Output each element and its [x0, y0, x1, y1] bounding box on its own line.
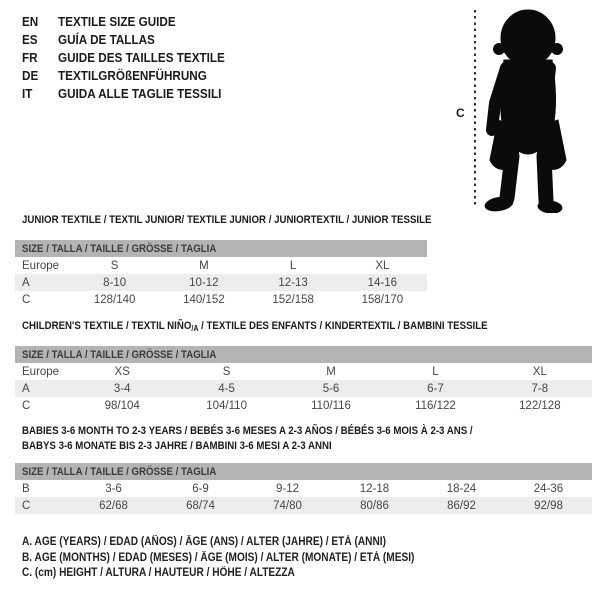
- legend-line-c: [22, 566, 468, 582]
- junior-size-table: [15, 240, 427, 308]
- height-cell: 110/116: [311, 399, 351, 412]
- lang-code: DE: [22, 68, 39, 83]
- size-header-bar: [15, 346, 592, 363]
- height-cell: 74/80: [273, 499, 302, 512]
- lang-code: FR: [22, 50, 38, 65]
- age-cell: 12-13: [278, 276, 308, 289]
- table-row-europe: [15, 363, 592, 380]
- age-cell: 4-5: [218, 382, 235, 395]
- row-label: C: [22, 499, 31, 512]
- height-cell: 158/170: [361, 293, 404, 306]
- height-cell: 98/104: [104, 399, 140, 412]
- size-cell: XS: [114, 365, 130, 378]
- row-label: A: [22, 382, 30, 395]
- title-pre: CHILDREN'S TEXTILE / TEXTIL NIÑO: [22, 320, 192, 332]
- lang-row-de: [22, 67, 225, 85]
- legend-line-b: [22, 551, 468, 567]
- height-cell: 122/128: [519, 399, 561, 412]
- baby-toddler-silhouette-icon: [480, 8, 580, 213]
- height-cell: 128/140: [93, 293, 136, 306]
- age-cell: 7-8: [531, 382, 549, 395]
- lang-code: IT: [22, 86, 33, 101]
- table-row-c: [15, 497, 592, 514]
- table-row-a: [15, 274, 427, 291]
- size-cell: XL: [532, 365, 547, 378]
- title-sub: /A: [191, 324, 199, 333]
- age-cell: 14-16: [367, 276, 398, 289]
- size-header-bar: [15, 463, 592, 480]
- height-cell: 80/86: [360, 499, 389, 512]
- size-header-text: SIZE / TALLA / TAILLE / GRÖSSE / TAGLIA: [22, 242, 217, 255]
- junior-table-title-text: JUNIOR TEXTILE / TEXTIL JUNIOR/ TEXTILE JUNIOR / JUNIORTEXTIL / JUNIOR TESSILE: [22, 214, 432, 226]
- lang-label: GUIDA ALLE TAGLIE TESSILI: [58, 86, 222, 101]
- children-table-title: [22, 319, 551, 336]
- babies-title-line1: BABIES 3-6 MONTH TO 2-3 YEARS / BEBÉS 3-6 MESES A 2-3 AÑOS / BÉBÉS 3-6 MOIS À 2-3 ANS /: [22, 425, 473, 437]
- age-cell: 3-4: [113, 382, 131, 395]
- height-cell: 116/122: [415, 399, 456, 412]
- table-row-europe: [15, 257, 427, 274]
- age-cell: 10-12: [189, 276, 219, 289]
- age-cell: 5-6: [322, 382, 340, 395]
- age-cell: 12-18: [359, 482, 390, 495]
- legend-b-text: B. AGE (MONTHS) / EDAD (MESES) / ÂGE (MOIS) / ALTER (MONATE) / ETÀ (MESI): [22, 551, 415, 564]
- lang-code: ES: [22, 32, 38, 47]
- height-measure-dotted-line: [474, 10, 476, 208]
- size-cell: L: [289, 259, 297, 272]
- measurement-legend: [22, 535, 468, 582]
- height-cell: 68/74: [186, 499, 215, 512]
- size-header-bar: [15, 240, 427, 257]
- age-cell: 6-7: [427, 382, 444, 395]
- children-table-title-text: [22, 319, 488, 336]
- babies-title-line2: BABYS 3-6 MONATE BIS 2-3 JAHRE / BAMBINI 3-6 MESI A 2-3 ANNI: [22, 440, 332, 452]
- height-cell: 92/98: [534, 499, 563, 512]
- age-cell: 24-36: [533, 482, 564, 495]
- legend-line-a: [22, 535, 468, 551]
- age-cell: 6-9: [192, 482, 209, 495]
- size-cell: M: [326, 365, 336, 378]
- lang-row-es: [22, 31, 225, 49]
- lang-label: GUIDE DES TAILLES TEXTILE: [58, 50, 225, 65]
- size-cell: S: [110, 259, 119, 272]
- age-cell: 18-24: [446, 482, 477, 495]
- legend-a-text: A. AGE (YEARS) / EDAD (AÑOS) / ÂGE (ANS) / ALTER (JAHRE) / ETÀ (ANNI): [22, 536, 386, 548]
- age-cell: 9-12: [275, 482, 300, 495]
- table-row-a: [15, 380, 592, 397]
- size-cell: XL: [375, 259, 390, 272]
- height-cell: 104/110: [206, 399, 247, 412]
- height-cell: 152/158: [272, 293, 314, 306]
- row-label: Europe: [22, 259, 60, 272]
- row-label: B: [22, 482, 30, 495]
- language-header: [22, 13, 247, 103]
- height-cell: 62/68: [99, 499, 128, 512]
- height-cell: 140/152: [183, 293, 225, 306]
- table-row-b: [15, 480, 592, 497]
- title-post: / TEXTILE DES ENFANTS / KINDERTEXTIL / BAMBINI TESSILE: [198, 320, 488, 332]
- babies-size-table: [15, 463, 592, 514]
- height-cell: 86/92: [447, 499, 476, 512]
- size-header-text: SIZE / TALLA / TAILLE / GRÖSSE / TAGLIA: [22, 348, 217, 361]
- lang-label: TEXTILE SIZE GUIDE: [58, 14, 176, 29]
- lang-label: GUÍA DE TALLAS: [58, 32, 155, 47]
- lang-row-fr: [22, 49, 225, 67]
- row-label: C: [22, 293, 31, 306]
- lang-code: EN: [22, 14, 39, 29]
- legend-c-text: C. (cm) HEIGHT / ALTURA / HAUTEUR / HÖHE / ALTEZZA: [22, 567, 295, 579]
- row-label: A: [22, 276, 30, 289]
- table-row-c: [15, 291, 427, 308]
- junior-table-title: [22, 213, 487, 228]
- size-cell: L: [432, 365, 439, 378]
- age-cell: 3-6: [105, 482, 122, 495]
- lang-label: TEXTILGRÖßENFÜHRUNG: [58, 68, 207, 83]
- table-row-c: [15, 397, 592, 414]
- babies-table-title: [22, 424, 534, 454]
- age-cell: 8-10: [103, 276, 127, 289]
- size-header-text: SIZE / TALLA / TAILLE / GRÖSSE / TAGLIA: [22, 465, 217, 478]
- lang-row-en: [22, 13, 225, 31]
- row-label: C: [22, 399, 31, 412]
- size-cell: S: [222, 365, 231, 378]
- children-size-table: [15, 346, 592, 414]
- measure-c-label: C: [456, 106, 465, 120]
- size-cell: M: [199, 259, 209, 272]
- lang-row-it: [22, 85, 225, 103]
- row-label: Europe: [22, 365, 60, 378]
